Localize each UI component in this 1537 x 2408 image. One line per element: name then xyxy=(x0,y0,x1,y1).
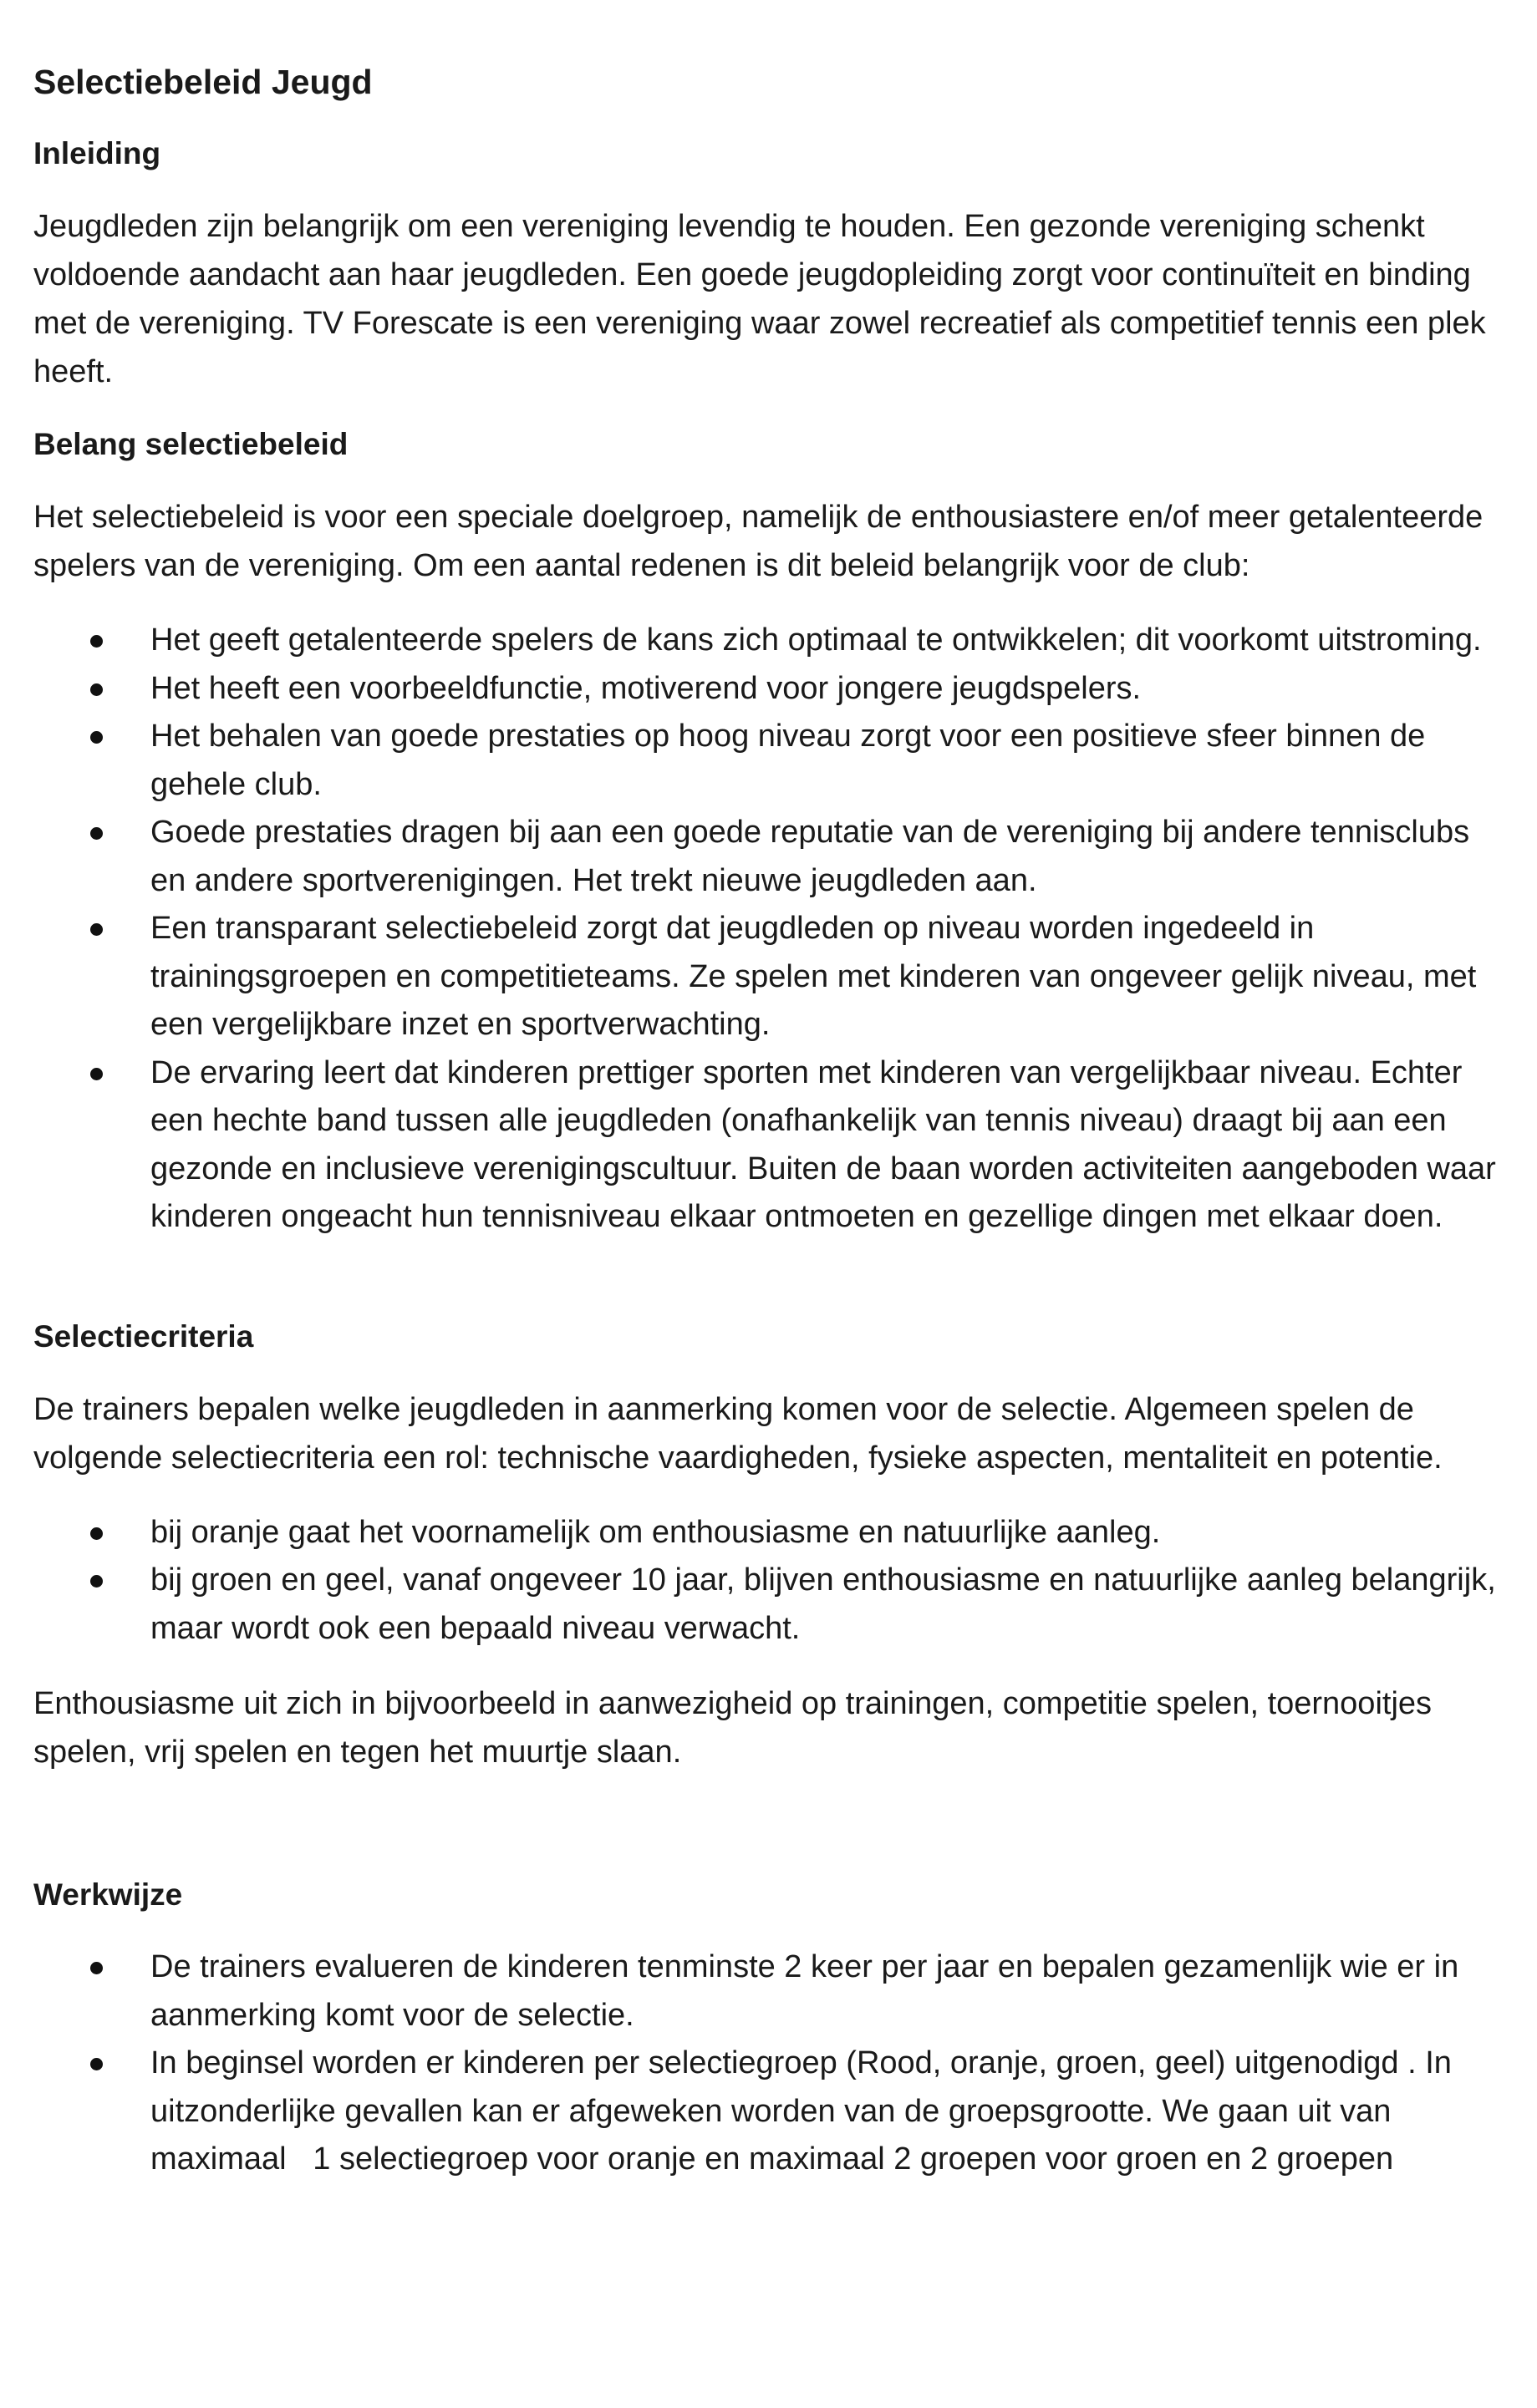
paragraph-inleiding: Jeugdleden zijn belangrijk om een vereniging levendig te houden. Een gezonde vereniging schenkt voldoende aandacht aan haar jeugdleden. Een goede jeugdopleiding zorgt voor continuïteit en binding met de vereniging. TV Forescate is een vereniging waar zowel recreatief als competitief tennis een plek heeft. xyxy=(33,209,1486,389)
list-werkwijze xyxy=(33,1943,1504,2184)
list-item xyxy=(33,809,1504,905)
heading-werkwijze: Werkwijze xyxy=(33,1877,183,1912)
heading-selectiecriteria: Selectiecriteria xyxy=(33,1318,254,1354)
document-title: Selectiebeleid Jeugd xyxy=(33,63,373,101)
list-item xyxy=(33,2040,1504,2184)
bullet-icon xyxy=(90,827,103,840)
list-item-text: bij oranje gaat het voornamelijk om enthousiasme en natuurlijke aanleg. xyxy=(150,1514,1161,1550)
bullet-icon xyxy=(90,635,103,648)
list-item-text: De trainers evalueren de kinderen tenminste 2 keer per jaar en bepalen gezamenlijk wie er in aanmerking komt voor de selectie. xyxy=(150,1949,1459,2033)
list-item xyxy=(33,1557,1504,1653)
list-item-text: Het heeft een voorbeeldfunctie, motiverend voor jongere jeugdspelers. xyxy=(150,670,1142,706)
bullet-icon xyxy=(90,1068,103,1080)
paragraph-belang-selectiebeleid: Het selectiebeleid is voor een speciale doelgroep, namelijk de enthousiastere en/of meer getalenteerde spelers van de vereniging. Om een aantal redenen is dit beleid belangrijk voor de club: xyxy=(33,500,1484,583)
paragraph-selectiecriteria: De trainers bepalen welke jeugdleden in aanmerking komen voor de selectie. Algemeen spelen de volgende selectiecriteria een rol: technische vaardigheden, fysieke aspecten, mentaliteit en potentie. xyxy=(33,1391,1443,1476)
list-belang-redenen xyxy=(33,617,1504,1242)
bullet-icon xyxy=(90,1527,103,1540)
list-item xyxy=(33,1509,1504,1557)
list-item xyxy=(33,905,1504,1049)
list-item-text: Het behalen van goede prestaties op hoog niveau zorgt voor een positieve sfeer binnen de gehele club. xyxy=(150,719,1426,802)
bullet-icon xyxy=(90,2058,103,2070)
bullet-icon xyxy=(90,1575,103,1588)
list-item-text: Een transparant selectiebeleid zorgt dat jeugdleden op niveau worden ingedeeld in trainingsgroepen en competitieteams. Ze spelen met kinderen van ongeveer gelijk niveau, met een vergelijkbare inzet en sportverwachting. xyxy=(150,911,1477,1042)
list-item xyxy=(33,713,1504,809)
bullet-icon xyxy=(90,731,103,744)
spacer xyxy=(33,1268,1504,1315)
document-page xyxy=(33,58,1504,2211)
list-selectiecriteria xyxy=(33,1509,1504,1654)
list-item xyxy=(33,617,1504,665)
spacer xyxy=(33,1803,1504,1873)
paragraph-enthousiasme: Enthousiasme uit zich in bijvoorbeeld in aanwezigheid op trainingen, competitie spelen, toernooitjes spelen, vrij spelen en tegen het muurtje slaan. xyxy=(33,1686,1433,1770)
heading-inleiding: Inleiding xyxy=(33,136,161,170)
list-item-text: De ervaring leert dat kinderen prettiger sporten met kinderen van vergelijkbaar niveau. Echter een hechte band tussen alle jeugdleden (onafhankelijk van tennis niveau) draagt bij aan een gezonde en inclusieve verenigingscultuur. Buiten de baan worden activiteiten aangeboden waar kinderen ongeacht hun tennisniveau elkaar ontmoeten en gezellige dingen met elkaar doen. xyxy=(150,1054,1496,1234)
heading-belang-selectiebeleid: Belang selectiebeleid xyxy=(33,427,349,461)
bullet-icon xyxy=(90,1962,103,1974)
list-item-text: Goede prestaties dragen bij aan een goede reputatie van de vereniging bij andere tennisclubs en andere sportverenigingen. Het trekt nieuwe jeugdleden aan. xyxy=(150,815,1470,898)
list-item xyxy=(33,665,1504,714)
list-item-text: Het geeft getalenteerde spelers de kans zich optimaal te ontwikkelen; dit voorkomt uitstroming. xyxy=(150,622,1482,658)
list-item xyxy=(33,1943,1504,2040)
bullet-icon xyxy=(90,683,103,696)
list-item-text: bij groen en geel, vanaf ongeveer 10 jaar, blijven enthousiasme en natuurlijke aanleg belangrijk, maar wordt ook een bepaald niveau verwacht. xyxy=(150,1562,1496,1646)
bullet-icon xyxy=(90,923,103,936)
list-item-text: In beginsel worden er kinderen per selectiegroep (Rood, oranje, groen, geel) uitgenodigd . In uitzonderlijke gevallen kan er afgeweken worden van de groepsgrootte. We gaan uit van maximaal 1 selectiegroep voor oranje en maximaal 2 groepen voor groen en 2 groepen xyxy=(150,2045,1461,2177)
list-item xyxy=(33,1049,1504,1242)
